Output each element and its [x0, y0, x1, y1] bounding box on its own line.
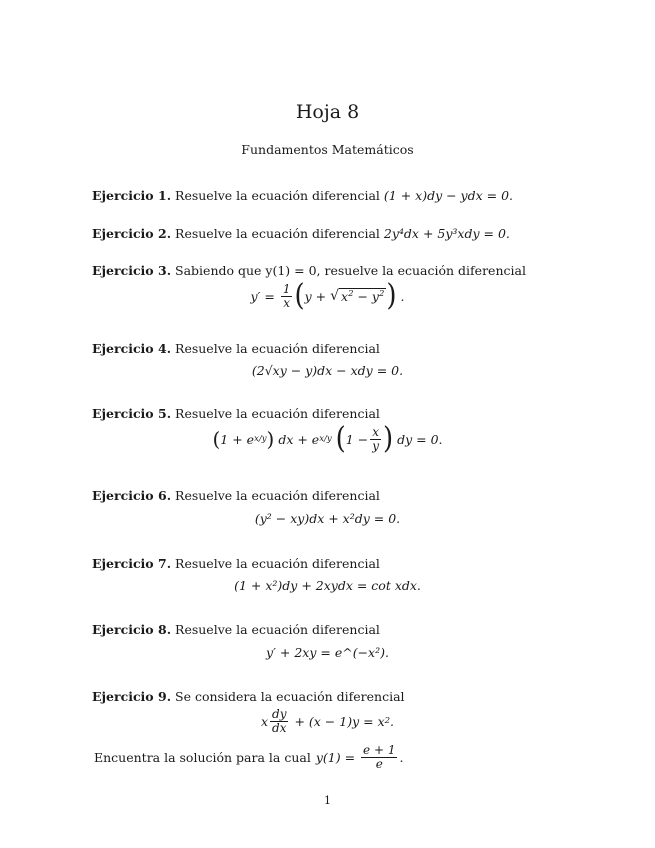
page-subtitle: Fundamentos Matemáticos: [241, 142, 414, 157]
equation-3: y′ = $\frac{1}{x}$ ( y + √ $x^2 - y^2$ ) .: [250, 278, 405, 314]
exercise-label: Ejercicio 5.: [92, 406, 172, 421]
equation-7: (1 + x²)dy + 2xydx = cot xdx.: [234, 578, 421, 593]
exercise-text: Resuelve la ecuación diferencial: [175, 341, 380, 356]
exercise-label: Ejercicio 4.: [92, 341, 172, 356]
equation-8: y′ + 2xy = e^(−x²).: [266, 645, 389, 660]
exercise-text: Resuelve la ecuación diferencial: [175, 488, 380, 503]
exercise-text: Resuelve la ecuación diferencial: [175, 556, 380, 571]
exercise-7: [92, 556, 380, 571]
equation-4: (2√xy − y)dx − xdy = 0.: [251, 363, 404, 378]
exercise-text: Resuelve la ecuación diferencial: [175, 622, 380, 637]
exercise-text: Resuelve la ecuación diferencial: [175, 188, 380, 203]
exercise-label: Ejercicio 9.: [92, 689, 172, 704]
page-number: 1: [324, 794, 331, 807]
exercise-2: [92, 226, 510, 241]
exercise-label: Ejercicio 3.: [92, 263, 172, 278]
exercise-4: [92, 341, 380, 356]
exercise-text: Sabiendo que y(1) = 0, resuelve la ecuación diferencial: [175, 263, 526, 278]
exercise-text: Resuelve la ecuación diferencial: [175, 406, 380, 421]
page-title: Hoja 8: [295, 101, 360, 123]
inline-equation: 2y⁴dx + 5y³xdy = 0.: [383, 226, 510, 241]
exercise-label: Ejercicio 1.: [92, 188, 172, 203]
inline-equation: (1 + x)dy − ydx = 0.: [383, 188, 514, 203]
exercise-label: Ejercicio 7.: [92, 556, 172, 571]
exercise-8: [92, 622, 380, 637]
exercise-5: [92, 406, 380, 421]
exercise-text: Resuelve la ecuación diferencial: [175, 226, 380, 241]
exercise-label: Ejercicio 6.: [92, 488, 172, 503]
exercise-6: [92, 488, 380, 503]
equation-6: (y² − xy)dx + x²dy = 0.: [254, 511, 401, 526]
exercise-text: Se considera la ecuación diferencial: [175, 689, 405, 704]
exercise-1: [92, 188, 513, 203]
followup-text: Encuentra la solución para la cual: [94, 749, 311, 765]
exercise-label: Ejercicio 2.: [92, 226, 172, 241]
equation-5: ( 1 + e x/y ) dx + e x/y ( 1 − $\frac{x}{y}$ ) dy = 0.: [212, 421, 443, 457]
exercise-label: Ejercicio 8.: [92, 622, 172, 637]
equation-9: x $\frac{dy}{dx}$ + (x − 1)y = x 2 .: [260, 707, 395, 735]
fraction-e-plus-1-over-e: $\frac{e + 1}{e}$: [363, 743, 396, 771]
exercise-9: [92, 689, 405, 704]
exercise-9-followup: Encuentra la solución para la cual y(1) = $\frac{e + 1}{e}$ .: [94, 743, 404, 771]
exercise-3: [92, 263, 526, 278]
